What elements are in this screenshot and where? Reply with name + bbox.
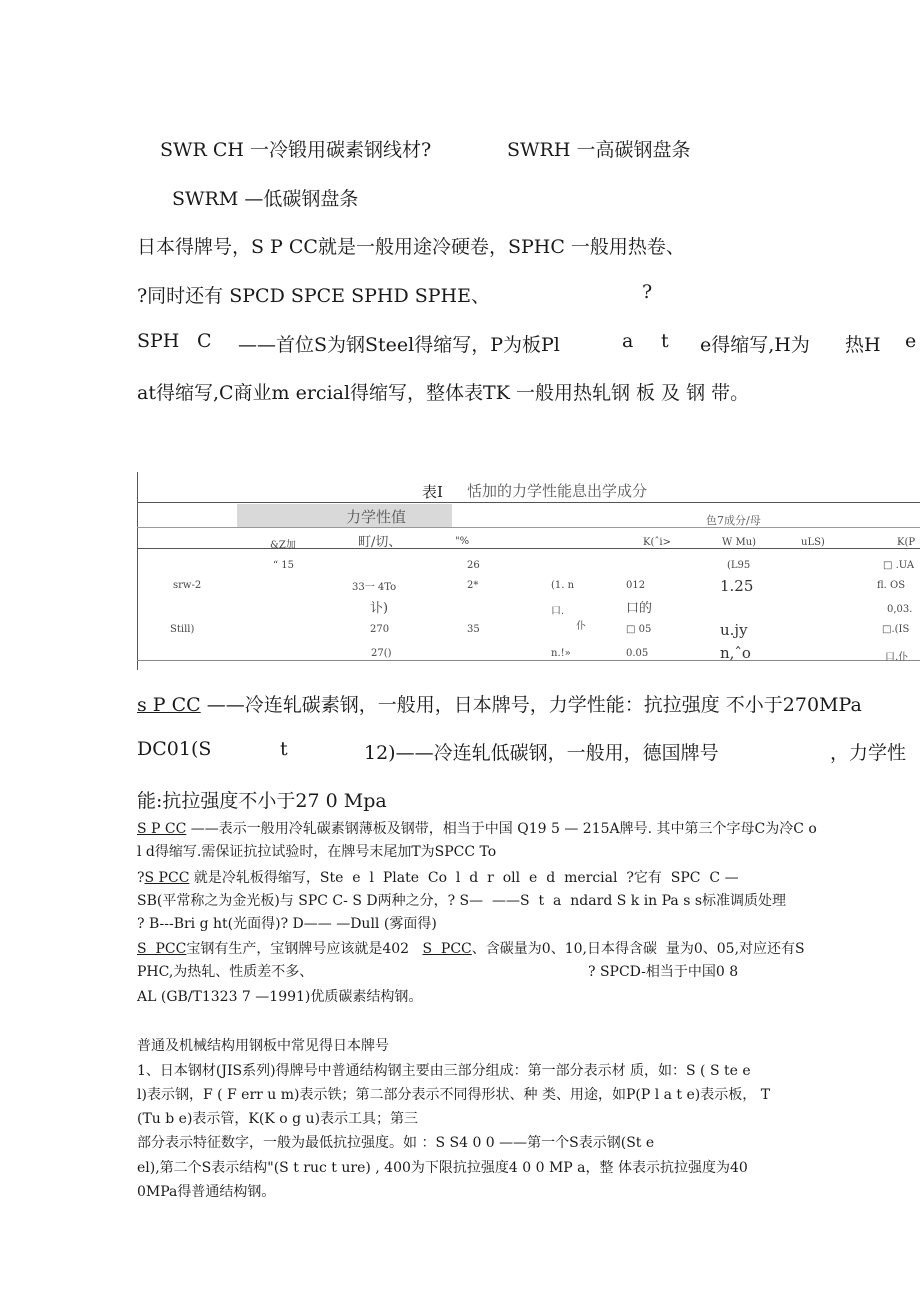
header-cell: K(ˆi> <box>643 537 671 548</box>
table-cell: (1. n <box>551 580 575 591</box>
table-cell: u.jy <box>720 621 748 639</box>
sph-t: t <box>661 330 669 352</box>
section-line: l)表示钢，F ( F err u m)表示铁；第二部分表示不同得形状、种 类、用途，如P(P l a t e)表示板， T <box>137 1087 771 1103</box>
table-title: 恬加的力学性能息出学成分 <box>467 482 648 500</box>
table-cell: fl. OS <box>877 580 906 591</box>
header-cell: "% <box>455 536 470 547</box>
dc01-t: t <box>280 738 288 760</box>
para3-line2b: ? SPCD-相当于中国0 8 <box>588 964 739 980</box>
para3-text-2: 、含碳量为0、10,日本得含碳 量为0、05,对应还有S <box>471 941 805 957</box>
mech-group-shade <box>237 504 452 527</box>
para3-line1 <box>137 938 805 958</box>
para2-code: S PCC <box>144 870 190 886</box>
para2-line3: ? B---Bri g ht(光面得)? D—— —Dull (雾面得) <box>137 916 437 932</box>
table-cell: 26 <box>467 560 480 571</box>
section-line: (Tu b e)表示管，K(K o g u)表示工具；第三 <box>137 1111 419 1127</box>
para1-line2: l d得缩写.需保证抗拉试验时，在牌号末尾加T为SPCC To <box>137 844 497 860</box>
table-rule-3 <box>137 548 920 549</box>
table-cell: 口.仆 <box>885 652 909 663</box>
section-line: 0MPa得普通结构钢。 <box>137 1184 276 1200</box>
table-cell: 270 <box>370 624 390 635</box>
sph-code: SPH <box>137 330 180 352</box>
table-cell: 0.05 <box>626 648 649 659</box>
sph-desc-2: e得缩写,H为 <box>700 334 810 356</box>
sph-desc-4: at得缩写,C商业m ercial得缩写，整体表TK 一般用热轧钢 板 及 钢 带。 <box>137 382 750 404</box>
table-cell: n.!» <box>551 648 571 659</box>
spcc-desc: ——冷连轧碳素钢，一般用，日本牌号，力学性能：抗拉强度 不小于270MPa <box>206 694 862 716</box>
line-spcd: ?同时还有 SPCD SPCE SPHD SPHE、 <box>137 285 490 307</box>
table-cell: □ 05 <box>626 624 652 635</box>
para2-prefix: ? <box>137 870 145 886</box>
table-cell: “ 15 <box>273 560 295 571</box>
header-cell: K(P <box>897 537 916 548</box>
dc01-code: DC01(S <box>137 738 212 760</box>
para1-code: S P CC <box>137 821 187 837</box>
sph-c: C <box>197 330 212 352</box>
para1-line1 <box>137 818 817 838</box>
table-cell: 012 <box>626 580 646 591</box>
line-swrh: SWRH 一高碳钢盘条 <box>507 139 691 161</box>
chem-group-label: 色7成分/母 <box>706 514 761 527</box>
section-line: el),第二个S表示结构"(S t ruc t ure) , 400为下限抗拉强度4 0 0 MP a，整 体表示抗拉强度为40 <box>137 1160 748 1176</box>
header-cell: 町/切、 <box>358 535 402 550</box>
header-cell: &Z加 <box>270 540 296 551</box>
mech-group-label: 力学性值 <box>346 508 407 526</box>
table-rule-2 <box>137 527 920 528</box>
table-cell: 口的 <box>626 601 653 616</box>
para1-text: ——表示一般用冷轧碳素钢薄板及钢带，相当于中国 Q19 5 — 215A牌号. 其中第三个字母C为冷C o <box>186 821 817 837</box>
para3-text-1: 宝钢有生产，宝钢牌号应该就是402 <box>186 941 410 957</box>
table-cell: □.(IS <box>882 624 910 635</box>
table-cell: srw-2 <box>173 580 202 591</box>
spcc-code: s P CC <box>137 694 201 716</box>
line-swrch: SWR CH 一冷锻用碳素钢线材? <box>160 139 432 161</box>
spcc-line <box>137 690 862 717</box>
sph-desc-3: 热H <box>845 334 881 356</box>
table-title-prefix: 表I <box>422 483 443 501</box>
line-question: ? <box>642 281 653 303</box>
para3-code-2: S PCC <box>422 941 472 957</box>
table-cell: 仆 <box>576 621 586 632</box>
line-swrm: SWRM —低碳钢盘条 <box>172 188 359 210</box>
table-cell: 讣) <box>370 601 389 616</box>
section-heading: 普通及机械结构用钢板中常见得日本牌号 <box>137 1038 389 1054</box>
table-cell: n,ˆo <box>720 644 751 662</box>
para3-line3: AL (GB/T1323 7 —1991)优质碳素结构钢。 <box>137 989 423 1005</box>
line-japan-grade: 日本得牌号，S P CC就是一般用途冷硬卷，SPHC 一般用热卷、 <box>137 236 685 258</box>
table-cell: 0,03. <box>887 604 913 615</box>
dc01-strength: 能:抗拉强度不小于27 0 Mpa <box>137 790 387 812</box>
table-rule-1 <box>137 502 920 503</box>
table-rule-4 <box>137 660 920 661</box>
section-line: 部分表示特征数字，一般为最低抗拉强度。如 ：S S4 0 0 ——第一个S表示钢(St e <box>137 1135 655 1151</box>
table-cell: 口. <box>551 606 565 617</box>
sph-desc-1: ——首位S为钢Steel得缩写，P为板Pl <box>238 334 560 356</box>
table-cell: 33一 4To <box>352 582 397 593</box>
para2-line2: SB(平常称之为金光板)与 SPC C- S D两种之分，? S— ——S t a ndard S k in Pa s s标准调质处理 <box>137 893 787 909</box>
sph-a: a <box>622 330 634 352</box>
dc01-desc-tail: ，力学性 <box>830 742 907 764</box>
header-cell: uLS) <box>801 537 825 548</box>
table-cell: 1.25 <box>720 577 754 595</box>
table-cell: (L95 <box>727 560 751 571</box>
para3-line2a: PHC,为热轧、性质差不多、 <box>137 964 314 980</box>
dc01-desc: 12)——冷连轧低碳钢，一般用，德国牌号 <box>364 742 719 764</box>
para2-line1 <box>137 867 739 887</box>
para2-text: 就是冷轧板得缩写，Ste e l Plate Co l d r oll e d mercial ?它有 SPC C — <box>189 870 739 886</box>
table-cell: 27() <box>371 648 392 659</box>
para3-code-1: S PCC <box>137 941 187 957</box>
header-cell: W Mu) <box>722 537 757 548</box>
table-cell: □ .UA <box>883 560 915 571</box>
table-cell: 2* <box>467 580 479 591</box>
sph-e: e <box>905 330 917 352</box>
section-line: 1、日本钢材(JIS系列)得牌号中普通结构钢主要由三部分组成：第一部分表示材 质，如：S ( S te e <box>137 1063 751 1079</box>
table-cell: Still) <box>170 624 195 635</box>
table-cell: 35 <box>467 624 480 635</box>
